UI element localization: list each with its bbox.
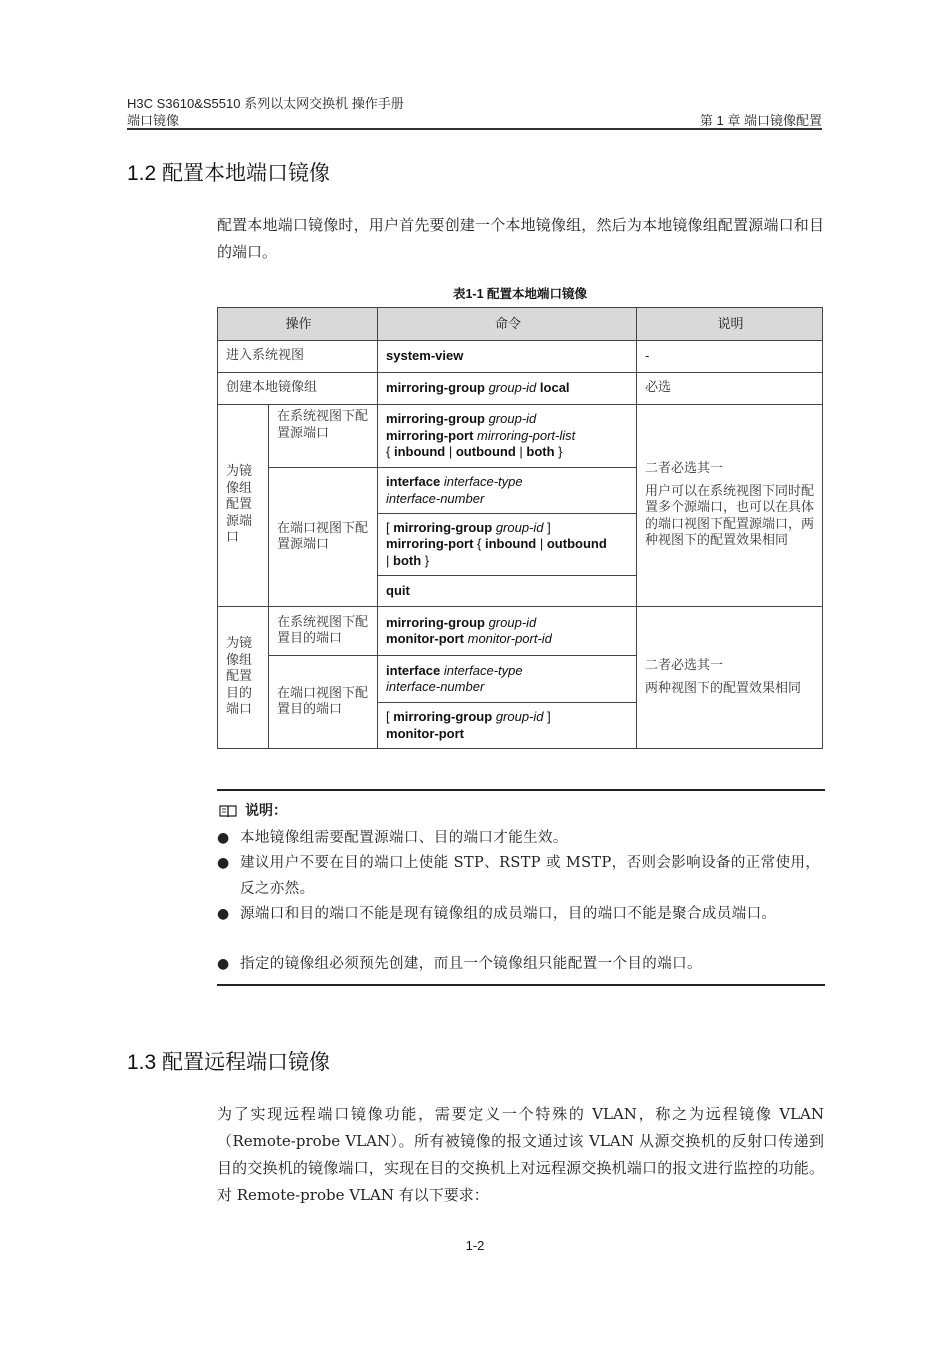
sub-op-label: 在系统视图下配置目的端口	[269, 607, 378, 656]
cmd-punct: |	[515, 444, 527, 460]
cmd-keyword: mirroring-group	[386, 411, 485, 427]
cmd-keyword: interface	[386, 662, 441, 678]
cmd-keyword: system-view	[386, 348, 464, 364]
cmd-cell	[378, 607, 637, 656]
note-item-text: 本地镜像组需要配置源端口、目的端口才能生效。	[240, 830, 568, 846]
cmd-keyword: both	[393, 552, 422, 568]
cmd-argument: group-id	[495, 709, 544, 724]
cmd-keyword: monitor-port	[386, 725, 464, 741]
cmd-argument: mirroring-port-list	[477, 427, 576, 443]
cmd-keyword: mirroring-group	[393, 709, 493, 724]
cmd-argument: interface-type	[443, 474, 523, 489]
header-chapter: 第 1 章 端口镜像配置	[699, 113, 822, 128]
book-icon	[219, 803, 237, 817]
cmd-punct: [	[386, 709, 394, 724]
op-cell: 进入系统视图	[218, 341, 378, 373]
header-rule	[127, 128, 822, 130]
config-table	[217, 307, 823, 749]
section-1-2-intro: 配置本地端口镜像时，用户首先要创建一个本地镜像组，然后为本地镜像组配置源端口和目的端口。	[217, 216, 824, 261]
table-row	[218, 405, 823, 468]
cmd-argument: group-id	[495, 519, 544, 535]
note-item-text: 建议用户不要在目的端口上使能 STP、RSTP 或 MSTP，否则会影响设备的正常使用，反之亦然。	[240, 855, 821, 897]
cmd-punct: |	[445, 444, 456, 460]
note-bottom-rule	[217, 984, 825, 986]
cmd-keyword: outbound	[546, 536, 607, 552]
cmd-keyword: mirroring-port	[386, 427, 474, 443]
cmd-cell	[378, 468, 637, 514]
cmd-keyword: mirroring-group	[393, 519, 493, 535]
list-item	[217, 902, 825, 928]
desc-cell: 必选	[637, 373, 823, 405]
document-title: H3C S3610&S5510 系列以太网交换机 操作手册	[127, 96, 404, 111]
section-1-3-intro: 为了实现远程端口镜像功能，需要定义一个特殊的 VLAN，称之为远程镜像 VLAN（Remote-probe VLAN）。所有被镜像的报文通过该 VLAN 从源交换机的反射口传递到目的交换机的镜像端口，实现在目的交换机上对远程源交换机端口的报文进行监控的功能。对 Remote-probe VLAN 有以下要求：	[217, 1105, 824, 1204]
desc-lead: 二者必选其一	[645, 461, 724, 477]
cmd-cell	[378, 703, 637, 749]
cmd-punct: [	[386, 519, 394, 535]
cmd-cell	[378, 514, 637, 576]
sub-op-label: 在端口视图下配置源端口	[269, 468, 378, 607]
column-header-description: 说明	[637, 308, 823, 341]
table-row	[218, 607, 823, 656]
cmd-keyword: mirroring-group	[386, 380, 485, 396]
cmd-argument: interface-type	[443, 662, 523, 678]
sub-op-label: 在端口视图下配置目的端口	[269, 656, 378, 749]
cmd-punct: |	[536, 536, 547, 552]
cmd-cell	[378, 656, 637, 703]
cmd-keyword: inbound	[393, 444, 446, 460]
list-item	[217, 851, 825, 902]
table-row	[218, 373, 823, 405]
cmd-keyword: local	[539, 380, 570, 396]
desc-cell-destination	[637, 607, 823, 749]
desc-cell-source	[637, 405, 823, 607]
cmd-punct: {	[386, 444, 394, 460]
bullet-icon: ●	[217, 906, 230, 922]
cmd-argument: group-id	[488, 614, 537, 630]
cmd-punct: ]	[543, 709, 551, 724]
note-item-text: 指定的镜像组必须预先创建，而且一个镜像组只能配置一个目的端口。	[240, 956, 702, 972]
cmd-keyword: inbound	[484, 536, 537, 552]
cmd-keyword: mirroring-port	[386, 536, 474, 552]
section-heading-1-2: 1.2 配置本地端口镜像	[127, 162, 331, 185]
header-section-name: 端口镜像	[127, 113, 180, 128]
group-label-destination: 为镜像组配置目的端口	[218, 607, 269, 749]
list-item	[217, 826, 825, 852]
bullet-icon: ●	[217, 830, 230, 846]
cmd-keyword: monitor-port	[386, 631, 464, 646]
cmd-cell	[378, 341, 637, 373]
note-top-rule	[217, 789, 825, 791]
bullet-icon: ●	[217, 956, 230, 972]
cmd-cell	[378, 576, 637, 607]
group-label-source: 为镜像组配置源端口	[218, 405, 269, 607]
cmd-punct: }	[421, 552, 430, 568]
column-header-operation: 操作	[218, 308, 378, 341]
table-header-row	[218, 308, 823, 341]
section-heading-1-3: 1.3 配置远程端口镜像	[127, 1051, 331, 1074]
cmd-cell	[378, 373, 637, 405]
desc-body: 两种视图下的配置效果相同	[645, 680, 802, 696]
column-header-command: 命令	[378, 308, 637, 341]
cmd-argument: group-id	[488, 380, 537, 396]
desc-body: 用户可以在系统视图下同时配置多个源端口，也可以在具体的端口视图下配置源端口，两种视图下的配置效果相同	[645, 483, 815, 549]
desc-lead: 二者必选其一	[645, 658, 724, 673]
cmd-argument: interface-number	[386, 490, 485, 506]
cmd-keyword: quit	[386, 582, 410, 598]
cmd-argument: monitor-port-id	[467, 631, 552, 646]
cmd-punct: ]	[543, 519, 551, 535]
page-number: 1-2	[465, 1238, 485, 1253]
note-item-text: 源端口和目的端口不能是现有镜像组的成员端口，目的端口不能是聚合成员端口。	[240, 906, 777, 922]
sub-op-label: 在系统视图下配置源端口	[269, 405, 378, 468]
cmd-punct: {	[473, 536, 485, 552]
note-title: 说明：	[245, 802, 287, 818]
note-header	[219, 800, 287, 820]
cmd-keyword: mirroring-group	[386, 614, 485, 630]
cmd-punct: }	[554, 444, 563, 460]
table-row	[218, 341, 823, 373]
bullet-icon: ●	[217, 855, 230, 871]
table-caption: 表1-1 配置本地端口镜像	[452, 287, 588, 301]
cmd-keyword: outbound	[455, 444, 516, 460]
cmd-argument: group-id	[488, 411, 537, 427]
cmd-keyword: interface	[386, 474, 441, 489]
cmd-punct: |	[386, 552, 394, 568]
desc-cell: -	[637, 341, 823, 373]
cmd-cell	[378, 405, 637, 468]
cmd-argument: interface-number	[386, 679, 485, 694]
list-item	[217, 952, 825, 978]
cmd-keyword: both	[526, 444, 555, 460]
op-cell: 创建本地镜像组	[218, 373, 378, 405]
